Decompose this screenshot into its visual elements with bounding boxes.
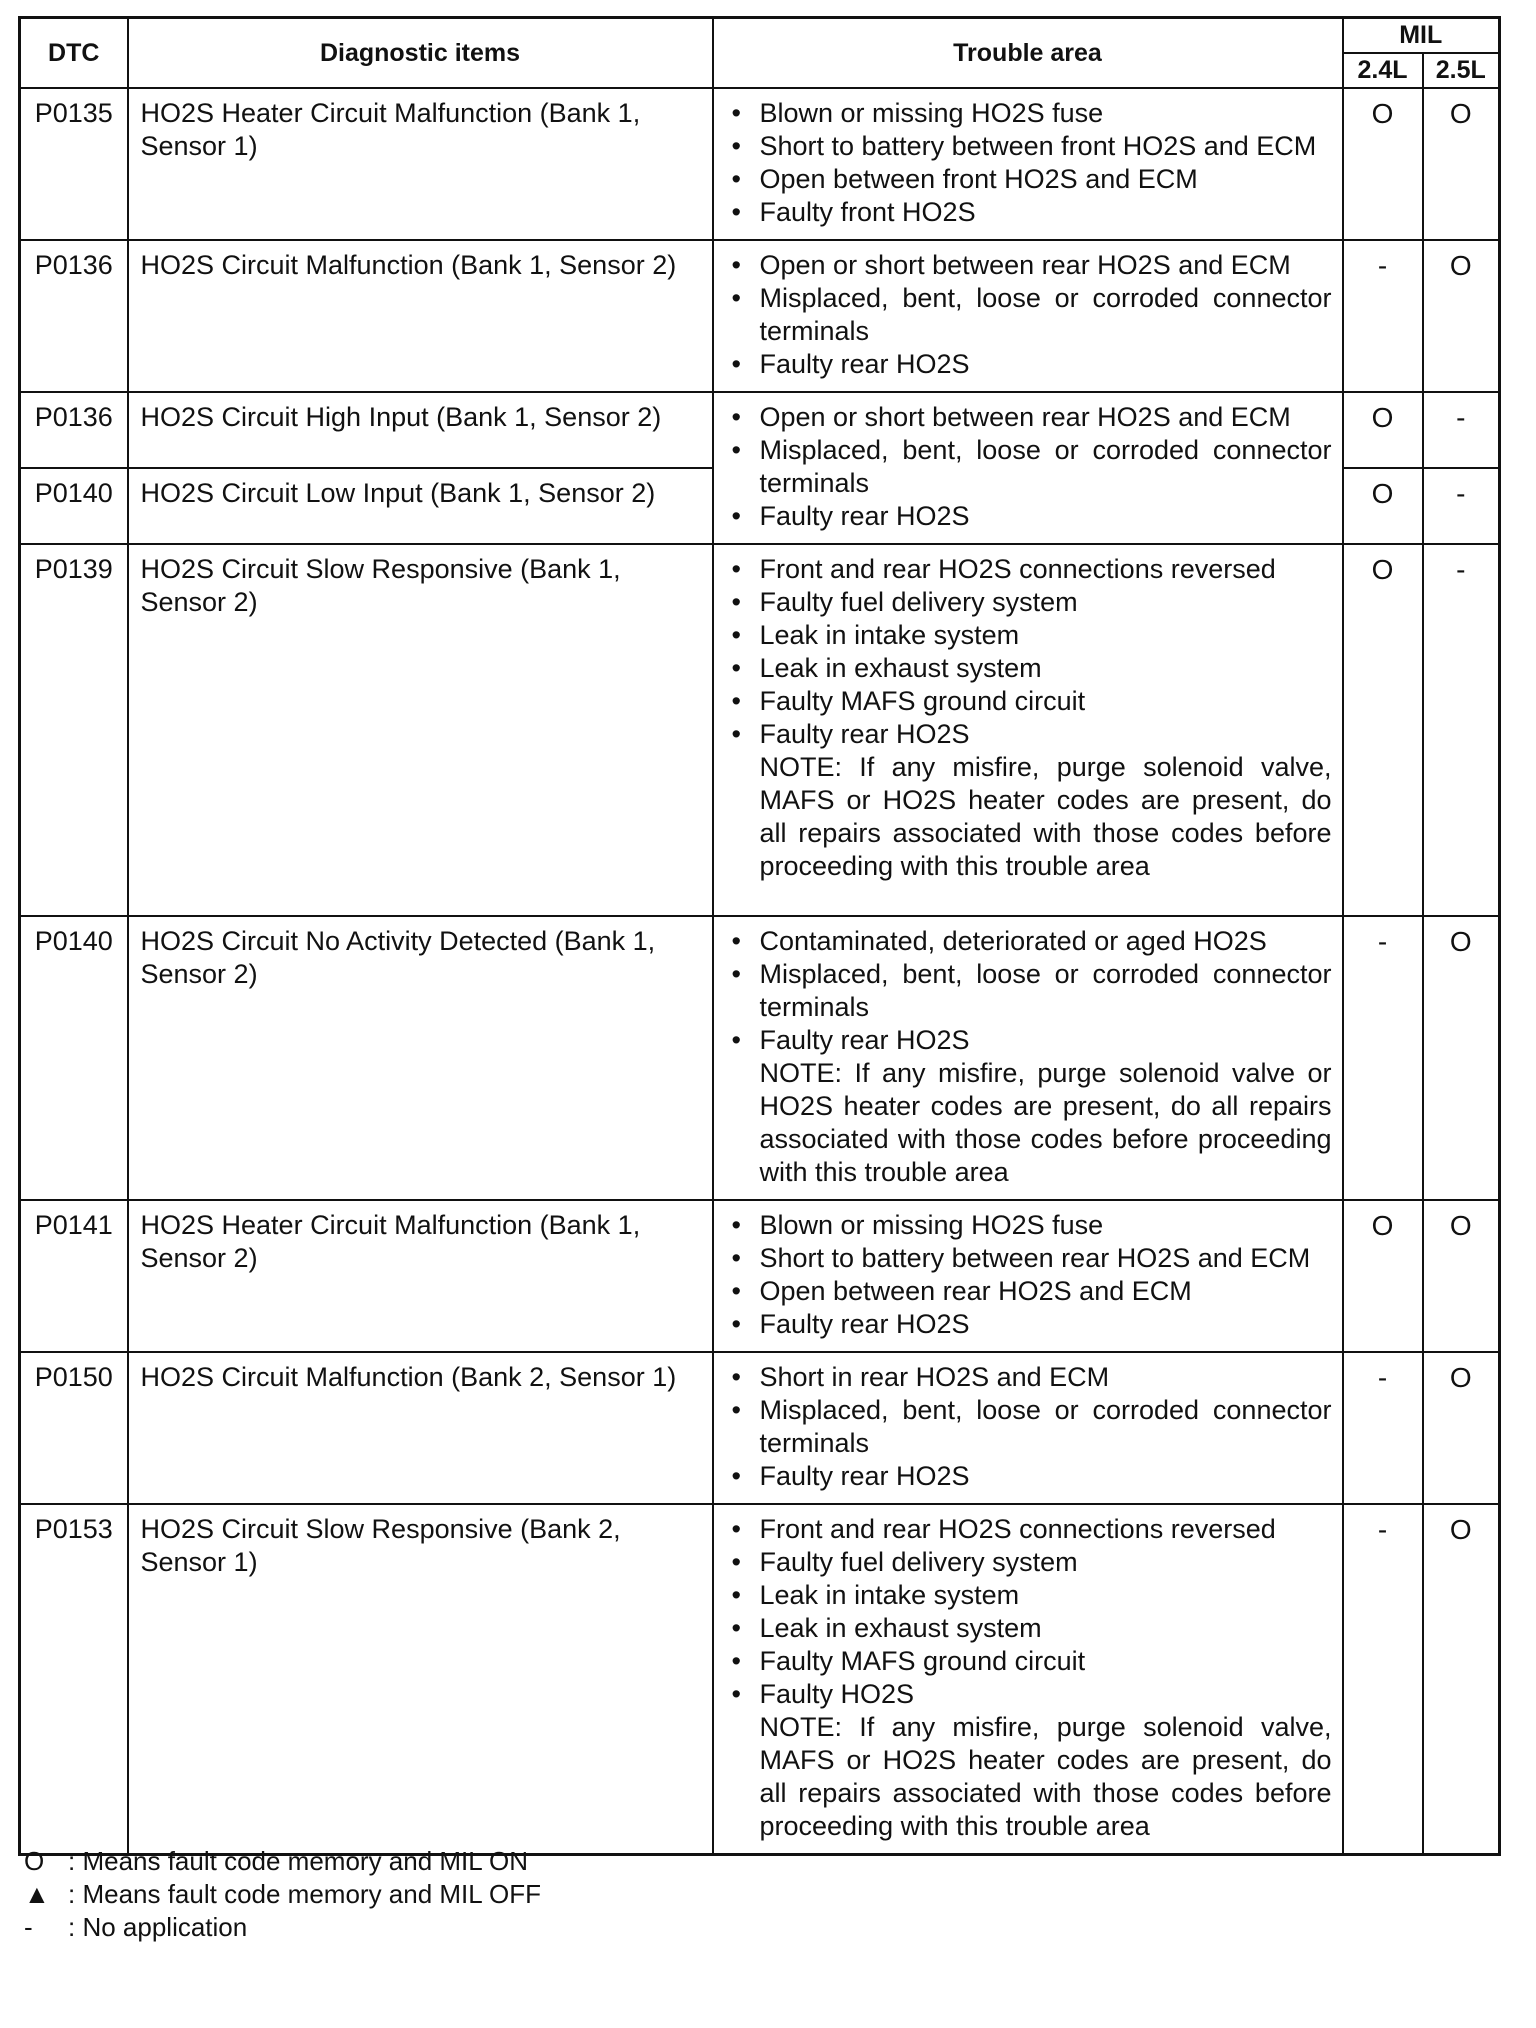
table-row (20, 1352, 1500, 1504)
trouble-item: • Misplaced, bent, loose or corroded connector terminals (726, 1394, 1332, 1460)
trouble-note: NOTE: If any misfire, purge solenoid valve, MAFS or HO2S heater codes are present, do all repairs associated with those codes before proceeding with this trouble area (759, 752, 1332, 881)
trouble-item: • Leak in intake system (726, 619, 1332, 652)
trouble-area (713, 88, 1343, 240)
trouble-note: NOTE: If any misfire, purge solenoid valve, MAFS or HO2S heater codes are present, do all repairs associated with those codes before proceeding with this trouble area (759, 1712, 1332, 1841)
diagnostic-item: HO2S Heater Circuit Malfunction (Bank 1, Sensor 1) (128, 88, 713, 240)
trouble-list (726, 553, 1332, 751)
trouble-item: • Front and rear HO2S connections reversed (726, 1513, 1332, 1546)
mil-2-4l-cell: - (1343, 1504, 1423, 1855)
trouble-item: • Faulty rear HO2S (726, 718, 1332, 751)
legend-symbol-triangle: ▲ (24, 1879, 50, 1909)
trouble-item: • Misplaced, bent, loose or corroded connector terminals (726, 958, 1332, 1024)
legend-text: : No application (68, 1912, 248, 1942)
legend-symbol-dash: - (24, 1912, 33, 1942)
mil-2-5l-cell: O (1423, 916, 1500, 1200)
mil-2-4l-cell: O (1343, 88, 1423, 240)
trouble-item: • Faulty front HO2S (726, 196, 1332, 229)
trouble-item: • Open or short between rear HO2S and ECM (726, 249, 1332, 282)
mil-2-5l-cell: - (1423, 468, 1500, 544)
mil-2-4l-cell: O (1343, 392, 1423, 468)
dtc-code: P0139 (20, 544, 128, 916)
trouble-item: • Front and rear HO2S connections reversed (726, 553, 1332, 586)
trouble-list (726, 1513, 1332, 1711)
table-row (20, 1504, 1500, 1855)
trouble-list (726, 97, 1332, 229)
diagnostic-item: HO2S Circuit No Activity Detected (Bank 1, Sensor 2) (128, 916, 713, 1200)
dtc-code: P0141 (20, 1200, 128, 1352)
table-row (20, 544, 1500, 916)
header-diagnostic-items: Diagnostic items (128, 18, 713, 89)
mil-2-4l-cell: O (1343, 544, 1423, 916)
trouble-area (713, 1200, 1343, 1352)
dtc-code: P0150 (20, 1352, 128, 1504)
diagnostic-item: HO2S Circuit High Input (Bank 1, Sensor 2) (128, 392, 713, 468)
header-dtc: DTC (20, 18, 128, 89)
mil-2-5l-cell: O (1423, 88, 1500, 240)
diagnostic-item: HO2S Circuit Slow Responsive (Bank 2, Sensor 1) (128, 1504, 713, 1855)
dtc-table (18, 16, 1501, 1856)
mil-2-4l-cell: - (1343, 240, 1423, 392)
trouble-item: • Faulty rear HO2S (726, 348, 1332, 381)
legend-row (24, 1911, 541, 1944)
trouble-item: • Leak in exhaust system (726, 652, 1332, 685)
mil-2-4l-cell: - (1343, 1352, 1423, 1504)
header-trouble-area: Trouble area (713, 18, 1343, 89)
trouble-area (713, 1504, 1343, 1855)
trouble-item: • Short to battery between rear HO2S and ECM (726, 1242, 1332, 1275)
trouble-note: NOTE: If any misfire, purge solenoid valve or HO2S heater codes are present, do all repairs associated with those codes before proceeding with this trouble area (759, 1058, 1332, 1187)
trouble-area (713, 544, 1343, 916)
dtc-code: P0136 (20, 240, 128, 392)
diagnostic-item: HO2S Circuit Malfunction (Bank 2, Sensor 1) (128, 1352, 713, 1504)
table-row (20, 88, 1500, 240)
trouble-item: • Faulty rear HO2S (726, 1024, 1332, 1057)
trouble-item: • Faulty rear HO2S (726, 1460, 1332, 1493)
table-row (20, 392, 1500, 468)
header-mil-2-5l: 2.5L (1423, 53, 1500, 88)
trouble-area (713, 392, 1343, 544)
trouble-item: • Misplaced, bent, loose or corroded connector terminals (726, 434, 1332, 500)
trouble-list (726, 1209, 1332, 1341)
legend-row (24, 1845, 541, 1878)
trouble-area (713, 240, 1343, 392)
diagnostic-item: HO2S Circuit Malfunction (Bank 1, Sensor 2) (128, 240, 713, 392)
header-mil: MIL (1343, 18, 1500, 54)
trouble-list (726, 1361, 1332, 1493)
table-row (20, 1200, 1500, 1352)
mil-2-5l-cell: O (1423, 1504, 1500, 1855)
diagnostic-item: HO2S Circuit Slow Responsive (Bank 1, Sensor 2) (128, 544, 713, 916)
legend-text: : Means fault code memory and MIL ON (68, 1846, 529, 1876)
trouble-item: • Faulty rear HO2S (726, 500, 1332, 533)
trouble-item: • Faulty rear HO2S (726, 1308, 1332, 1341)
trouble-item: • Short in rear HO2S and ECM (726, 1361, 1332, 1394)
dtc-code: P0136 (20, 392, 128, 468)
mil-2-5l-cell: O (1423, 1352, 1500, 1504)
trouble-list (726, 925, 1332, 1057)
legend-text: : Means fault code memory and MIL OFF (68, 1879, 541, 1909)
legend (24, 1845, 541, 1944)
mil-2-5l-cell: O (1423, 240, 1500, 392)
trouble-item: • Faulty HO2S (726, 1678, 1332, 1711)
diagnostic-item: HO2S Heater Circuit Malfunction (Bank 1, Sensor 2) (128, 1200, 713, 1352)
table-row (20, 916, 1500, 1200)
trouble-item: • Leak in intake system (726, 1579, 1332, 1612)
trouble-list (726, 401, 1332, 533)
trouble-item: • Open between front HO2S and ECM (726, 163, 1332, 196)
trouble-item: • Blown or missing HO2S fuse (726, 1209, 1332, 1242)
trouble-area (713, 1352, 1343, 1504)
trouble-item: • Short to battery between front HO2S and ECM (726, 130, 1332, 163)
trouble-item: • Faulty fuel delivery system (726, 586, 1332, 619)
mil-2-4l-cell: O (1343, 468, 1423, 544)
dtc-code: P0140 (20, 916, 128, 1200)
trouble-item: • Contaminated, deteriorated or aged HO2S (726, 925, 1332, 958)
trouble-item: • Open between rear HO2S and ECM (726, 1275, 1332, 1308)
table-row (20, 240, 1500, 392)
dtc-code: P0135 (20, 88, 128, 240)
mil-2-5l-cell: O (1423, 1200, 1500, 1352)
trouble-item: • Faulty MAFS ground circuit (726, 685, 1332, 718)
trouble-item: • Blown or missing HO2S fuse (726, 97, 1332, 130)
trouble-item: • Leak in exhaust system (726, 1612, 1332, 1645)
legend-row (24, 1878, 541, 1911)
mil-2-5l-cell: - (1423, 544, 1500, 916)
dtc-code: P0140 (20, 468, 128, 544)
trouble-item: • Faulty fuel delivery system (726, 1546, 1332, 1579)
dtc-code: P0153 (20, 1504, 128, 1855)
mil-2-4l-cell: O (1343, 1200, 1423, 1352)
trouble-item: • Misplaced, bent, loose or corroded connector terminals (726, 282, 1332, 348)
header-mil-2-4l: 2.4L (1343, 53, 1423, 88)
trouble-item: • Open or short between rear HO2S and ECM (726, 401, 1332, 434)
mil-2-4l-cell: - (1343, 916, 1423, 1200)
diagnostic-item: HO2S Circuit Low Input (Bank 1, Sensor 2) (128, 468, 713, 544)
legend-symbol-circle: O (24, 1846, 45, 1876)
mil-2-5l-cell: - (1423, 392, 1500, 468)
trouble-area (713, 916, 1343, 1200)
trouble-list (726, 249, 1332, 381)
trouble-item: • Faulty MAFS ground circuit (726, 1645, 1332, 1678)
